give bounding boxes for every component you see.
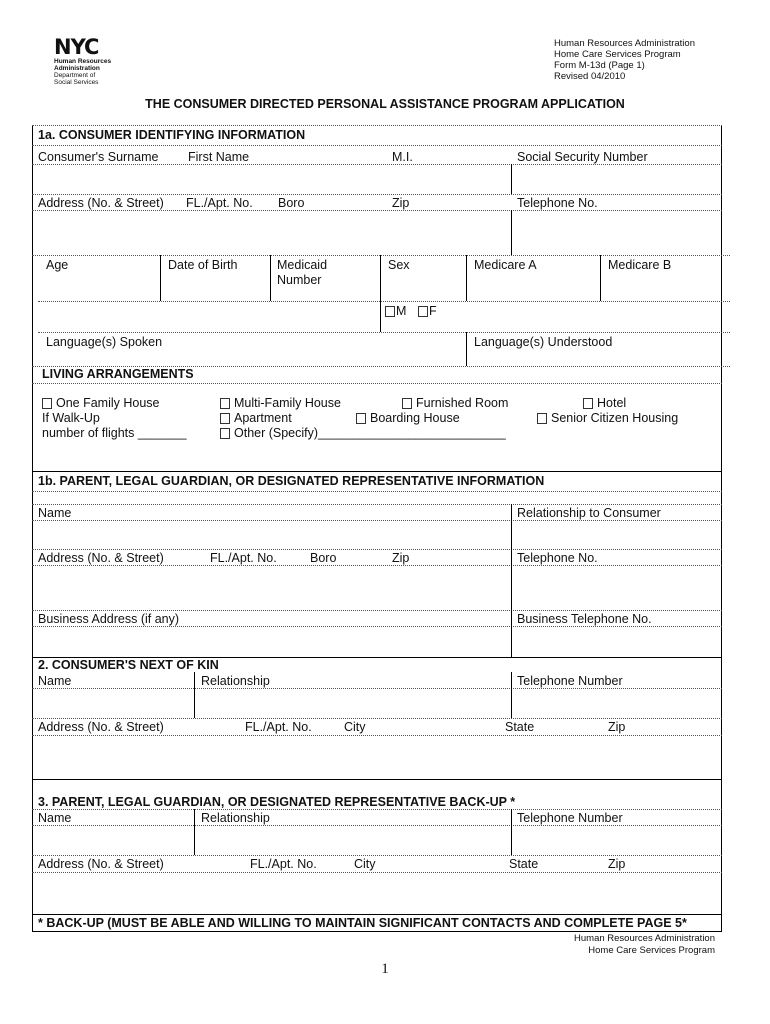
lang-spoken-field[interactable] — [33, 350, 465, 365]
ssn-field[interactable] — [512, 165, 720, 193]
rep-name-field[interactable] — [33, 521, 510, 548]
option-furnished-room: Furnished Room — [416, 396, 509, 410]
address-field[interactable] — [33, 211, 510, 254]
header-program: Home Care Services Program — [554, 49, 681, 60]
option-one-family: One Family House — [56, 396, 160, 410]
option-multi-family: Multi-Family House — [234, 396, 341, 410]
label-backup-apt: FL./Apt. No. — [250, 857, 317, 871]
option-other[interactable]: Other (Specify)___________________________ — [234, 426, 506, 440]
backup-relationship-field[interactable] — [195, 826, 510, 854]
label-rep-telephone: Telephone No. — [517, 551, 598, 565]
rep-address-field[interactable] — [33, 566, 510, 609]
kin-relationship-field[interactable] — [195, 689, 510, 717]
backup-telephone-field[interactable] — [512, 826, 720, 854]
label-backup-city: City — [354, 857, 376, 871]
label-lang-understood: Language(s) Understood — [474, 335, 613, 349]
checkbox-icon[interactable] — [418, 306, 428, 317]
label-kin-state: State — [505, 720, 535, 734]
checkbox-icon[interactable] — [356, 413, 366, 424]
business-telephone-field[interactable] — [512, 627, 720, 656]
rule — [38, 301, 730, 302]
section-3-heading: 3. PARENT, LEGAL GUARDIAN, OR DESIGNATED REPRESENTATIVE BACK-UP * — [38, 795, 516, 809]
label-backup-state: State — [509, 857, 539, 871]
checkbox-icon[interactable] — [537, 413, 547, 424]
option-boarding-house: Boarding House — [370, 411, 460, 425]
nyc-logo-mark: NYC — [54, 35, 99, 59]
page-title: THE CONSUMER DIRECTED PERSONAL ASSISTANCE PROGRAM APPLICATION — [145, 97, 625, 111]
dob-field[interactable] — [161, 272, 269, 300]
label-dob: Date of Birth — [168, 258, 238, 272]
surname-name-field[interactable] — [33, 165, 510, 193]
label-age: Age — [46, 258, 69, 272]
kin-address-field[interactable] — [33, 736, 720, 778]
label-business-telephone: Business Telephone No. — [517, 612, 652, 626]
rule — [32, 383, 722, 384]
section-1a-heading: 1a. CONSUMER IDENTIFYING INFORMATION — [38, 128, 306, 142]
sex-m-label: M — [396, 304, 407, 318]
section-2-heading: 2. CONSUMER'S NEXT OF KIN — [38, 658, 219, 672]
walk-up-label: If Walk-Up — [42, 411, 100, 425]
label-backup-relationship: Relationship — [201, 811, 270, 825]
checkbox-icon[interactable] — [402, 398, 412, 409]
rule — [32, 779, 722, 780]
header-agency: Human Resources Administration — [554, 38, 695, 49]
page-number: 1 — [381, 961, 389, 977]
age-field[interactable] — [33, 272, 159, 300]
label-kin-address: Address (No. & Street) — [38, 720, 164, 734]
checkbox-icon[interactable] — [583, 398, 593, 409]
label-kin-city: City — [344, 720, 366, 734]
section-1b-heading: 1b. PARENT, LEGAL GUARDIAN, OR DESIGNATED REPRESENTATIVE INFORMATION — [38, 474, 545, 488]
rule — [32, 145, 722, 146]
business-address-field[interactable] — [33, 627, 510, 656]
label-kin-apt: FL./Apt. No. — [245, 720, 312, 734]
checkbox-icon[interactable] — [385, 306, 395, 317]
medicare-a-field[interactable] — [467, 272, 599, 300]
rule — [32, 549, 722, 550]
checkbox-icon[interactable] — [220, 428, 230, 439]
kin-name-field[interactable] — [33, 689, 193, 717]
logo-line-3: Department of — [54, 72, 96, 79]
label-backup-address: Address (No. & Street) — [38, 857, 164, 871]
divider — [380, 255, 381, 332]
label-rep-relationship: Relationship to Consumer — [517, 506, 661, 520]
label-rep-zip: Zip — [392, 551, 410, 565]
label-boro: Boro — [278, 196, 305, 210]
label-rep-address: Address (No. & Street) — [38, 551, 164, 565]
label-backup-name: Name — [38, 811, 72, 825]
rule — [32, 125, 722, 126]
living-heading: LIVING ARRANGEMENTS — [42, 367, 194, 381]
footnote: * BACK-UP (MUST BE ABLE AND WILLING TO MAINTAIN SIGNIFICANT CONTACTS AND COMPLETE PAGE 5* — [38, 916, 687, 930]
rule — [32, 194, 722, 195]
label-medicare-b: Medicare B — [608, 258, 672, 272]
frame-right — [721, 125, 722, 931]
label-telephone: Telephone No. — [517, 196, 598, 210]
rule — [32, 255, 730, 256]
rule — [32, 718, 722, 719]
option-hotel: Hotel — [597, 396, 627, 410]
rule — [32, 491, 722, 492]
label-lang-spoken: Language(s) Spoken — [46, 335, 163, 349]
header-revised: Revised 04/2010 — [554, 71, 626, 82]
header-form: Form M-13d (Page 1) — [554, 60, 645, 71]
footer-agency: Human Resources Administration — [574, 933, 715, 944]
option-senior-housing: Senior Citizen Housing — [551, 411, 679, 425]
label-first-name: First Name — [188, 150, 250, 164]
label-medicaid-1: Medicaid — [277, 258, 328, 272]
label-rep-name: Name — [38, 506, 72, 520]
label-sex: Sex — [388, 258, 410, 272]
label-medicare-a: Medicare A — [474, 258, 537, 272]
backup-name-field[interactable] — [33, 826, 193, 854]
logo-line-2: Administration — [54, 65, 100, 72]
telephone-field[interactable] — [512, 211, 720, 254]
sex-f-label: F — [429, 304, 437, 318]
option-apartment: Apartment — [234, 411, 292, 425]
rule — [32, 855, 722, 856]
rule — [32, 471, 722, 472]
medicare-b-field[interactable] — [601, 272, 720, 300]
label-apt: FL./Apt. No. — [186, 196, 253, 210]
label-kin-telephone: Telephone Number — [517, 674, 623, 688]
rule — [32, 610, 722, 611]
logo-line-1: Human Resources — [54, 58, 112, 65]
rep-relationship-field[interactable] — [512, 521, 720, 548]
label-surname: Consumer's Surname — [38, 150, 159, 164]
flights-label[interactable]: number of flights _______ — [42, 426, 187, 440]
lang-understood-field[interactable] — [467, 350, 720, 365]
rule — [32, 914, 722, 915]
label-rep-apt: FL./Apt. No. — [210, 551, 277, 565]
backup-address-field[interactable] — [33, 873, 720, 913]
label-backup-telephone: Telephone Number — [517, 811, 623, 825]
medicaid-field[interactable] — [271, 288, 379, 300]
label-kin-name: Name — [38, 674, 72, 688]
label-mi: M.I. — [392, 150, 413, 164]
label-medicaid-2: Number — [277, 273, 322, 287]
label-rep-boro: Boro — [310, 551, 337, 565]
footer-program: Home Care Services Program — [588, 945, 715, 956]
label-kin-relationship: Relationship — [201, 674, 270, 688]
kin-telephone-field[interactable] — [512, 689, 720, 717]
label-kin-zip: Zip — [608, 720, 626, 734]
label-business-address: Business Address (if any) — [38, 612, 180, 626]
checkbox-icon[interactable] — [42, 398, 52, 409]
label-ssn: Social Security Number — [517, 150, 648, 164]
label-address: Address (No. & Street) — [38, 196, 164, 210]
rule — [32, 931, 722, 932]
rule — [32, 504, 722, 505]
rule — [38, 332, 730, 333]
rep-telephone-field[interactable] — [512, 566, 720, 609]
label-zip: Zip — [392, 196, 410, 210]
label-backup-zip: Zip — [608, 857, 626, 871]
logo-line-4: Social Services — [54, 79, 99, 86]
checkbox-icon[interactable] — [220, 413, 230, 424]
checkbox-icon[interactable] — [220, 398, 230, 409]
rule — [32, 809, 722, 810]
